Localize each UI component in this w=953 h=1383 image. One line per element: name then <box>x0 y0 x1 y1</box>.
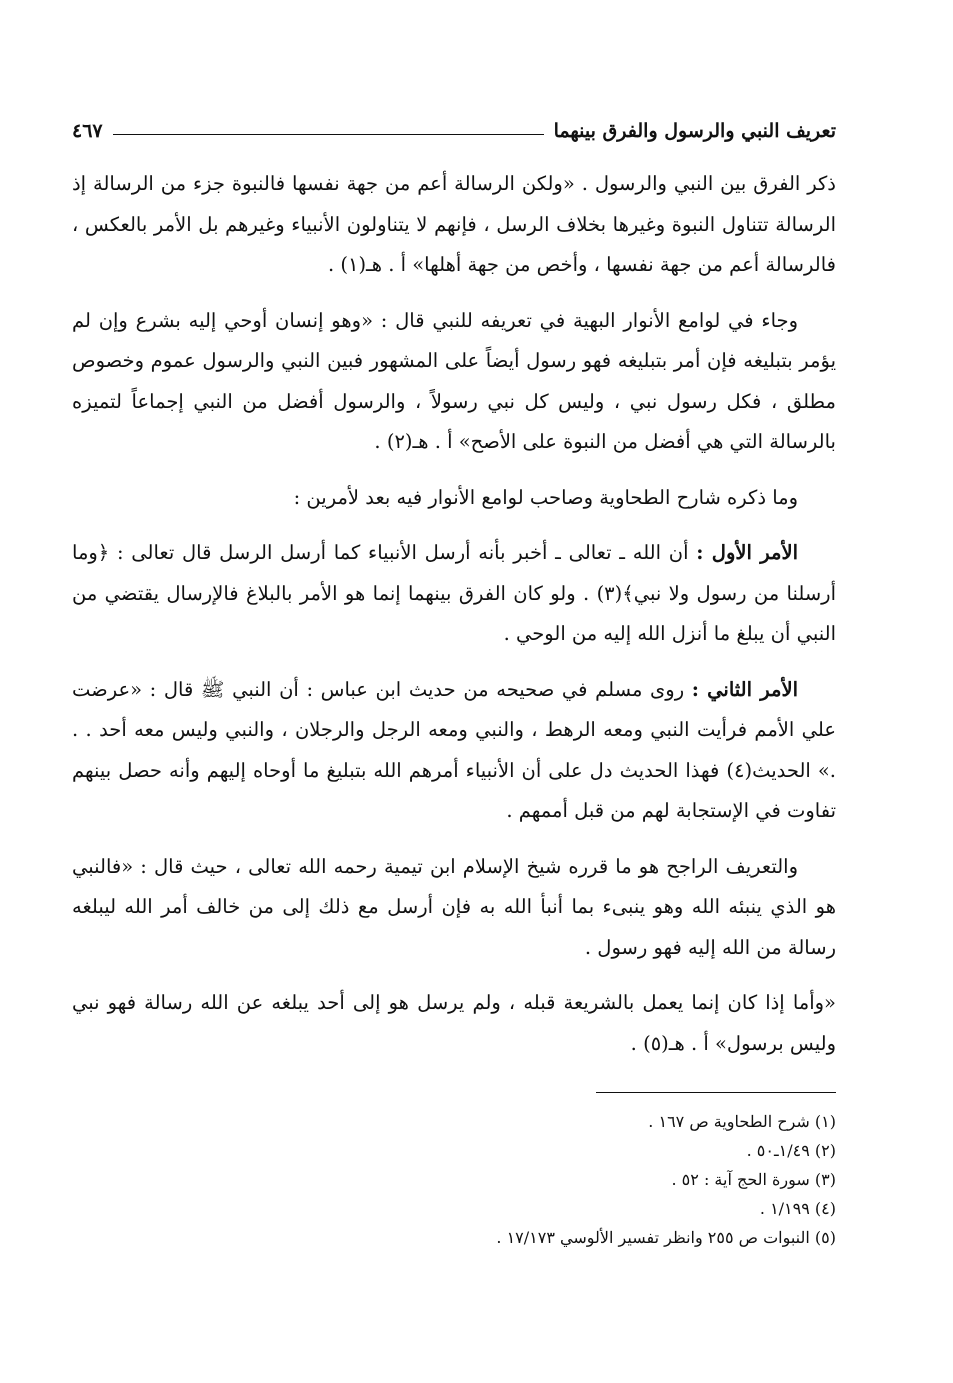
paragraph-text: روى مسلم في صحيحه من حديث ابن عباس : أن النبي ﷺ قال : «عرضت علي الأمم فرأيت النبي ومعه الرهط ، والنبي ومعه الرجل والرجلان ، والنبي وليس معه أحد . . .» الحديث(٤) فهذا الحديث دل على أن الأنبياء أمرهم الله بتبليغ ما أوحاه إليهم وأنه حصل بينهم تفاوت في الإستجابة لهم من قبل أممهم . <box>72 677 836 822</box>
footnote-1: (١) شرح الطحاوية ص ١٦٧ . <box>648 1112 836 1131</box>
paragraph-1 <box>72 164 836 286</box>
page <box>72 112 836 1252</box>
paragraph-text: والتعريف الراجح هو ما قرره شيخ الإسلام ابن تيمية رحمه الله تعالى ، حيث قال : «فالنبي هو الذي ينبئه الله وهو ينبىء بما أنبأ الله به فإن أرسل مع ذلك إلى من خالف أمر الله ليبلغه رسالة من الله إليه فهو رسول . <box>72 854 836 959</box>
paragraph-text: وجاء في لوامع الأنوار البهية في تعريفه للنبي قال : «وهو إنسان أوحي إليه بشرع وإن لم يؤمر بتبليغه فإن أمر بتبليغه فهو رسول أيضاً على المشهور فبين النبي والرسول عموم وخصوص مطلق ، فكل رسول نبي ، وليس كل نبي رسولاً ، والرسول أفضل من النبي إجماعاً لتميزه بالرسالة التي هي أفضل من النبوة على الأصح» أ . هـ(٢) . <box>72 308 836 453</box>
running-title: تعريف النبي والرسول والفرق بينهما <box>553 120 836 142</box>
footnote-2: (٢) ١/٤٩ـ٥٠ . <box>746 1141 836 1160</box>
paragraph-3 <box>72 478 836 519</box>
running-header <box>72 112 836 142</box>
page-number: ٤٦٧ <box>72 120 103 142</box>
footnote-4: (٤) ١/١٩٩ . <box>759 1199 836 1218</box>
header-rule <box>113 134 544 135</box>
paragraph-lead: الأمر الثاني : <box>691 677 798 701</box>
body-text <box>72 164 836 1064</box>
paragraph-4 <box>72 533 836 655</box>
footnote-3: (٣) سورة الحج آية : ٥٢ . <box>671 1170 836 1189</box>
paragraph-lead: الأمر الأول : <box>696 541 798 564</box>
paragraph-6 <box>72 847 836 969</box>
paragraph-text: أن الله ـ تعالى ـ أخبر بأنه أرسل الأنبياء كما أرسل الرسل قال تعالى : ﴿وما أرسلنا من رسول ولا نبي﴾(٣) . ولو كان الفرق بينهما إنما هو الأمر بالبلاغ فالإرسال يقتضي من النبي أن يبلغ ما أنزل الله إليه من الوحي . <box>72 541 836 645</box>
paragraph-2 <box>72 301 836 463</box>
paragraph-5 <box>72 670 836 832</box>
paragraph-text: وما ذكره شارح الطحاوية وصاحب لوامع الأنوار فيه بعد لأمرين : <box>293 485 798 509</box>
paragraph-text: ذكر الفرق بين النبي والرسول . «ولكن الرسالة أعم من جهة نفسها فالنبوة جزء من الرسالة إذ الرسالة تتناول النبوة وغيرها بخلاف الرسل ، فإنهم لا يتناولون الأنبياء وغيرهم بل الأمر بالعكس ، فالرسالة أعم من جهة نفسها ، وأخص من جهة أهلها» أ . هـ(١) . <box>72 172 836 276</box>
footnote-5: (٥) النبوات ص ٢٥٥ وانظر تفسير الألوسي ١٧/١٧٣ . <box>496 1228 836 1247</box>
paragraph-7 <box>72 983 836 1064</box>
footnotes <box>72 1107 836 1252</box>
paragraph-text: «وأما إذا كان إنما يعمل بالشريعة قبله ، ولم يرسل هو إلى أحد يبلغه عن الله رسالة فهو نبي وليس برسول» أ . هـ(٥) . <box>72 991 836 1055</box>
footnote-separator <box>596 1092 836 1093</box>
